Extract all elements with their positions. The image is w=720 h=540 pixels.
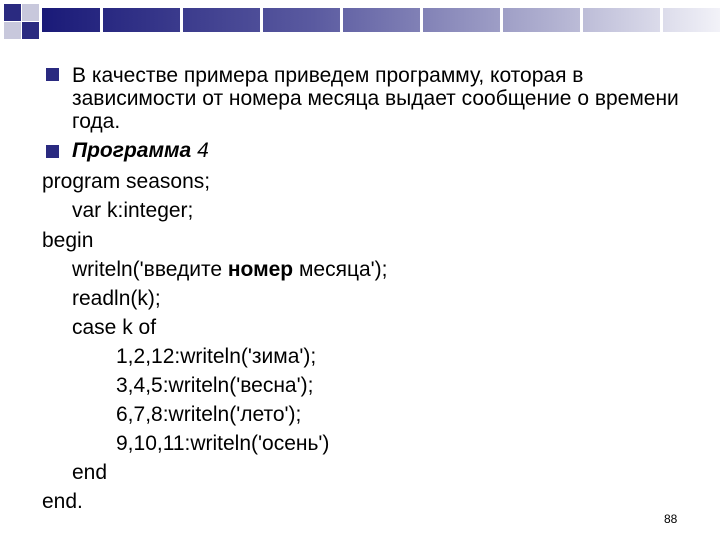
bar-gap <box>340 8 343 32</box>
code-line: 1,2,12:writeln('зима'); <box>116 345 317 368</box>
decor-square <box>4 4 21 21</box>
code-line: begin <box>42 229 94 252</box>
bar-gap <box>180 8 183 32</box>
bar-gap <box>580 8 583 32</box>
code-line: 3,4,5:writeln('весна'); <box>116 374 314 397</box>
code-fragment-bold: номер <box>227 258 294 281</box>
bullet-icon <box>46 145 59 158</box>
code-line <box>72 258 388 282</box>
decor-square <box>22 22 39 39</box>
bar-gap <box>660 8 663 32</box>
code-line: readln(k); <box>72 287 161 310</box>
bar-gap <box>260 8 263 32</box>
code-line: 6,7,8:writeln('лето'); <box>116 403 302 426</box>
code-line: 9,10,11:writeln('осень') <box>116 432 330 455</box>
code-line: program seasons; <box>42 170 211 193</box>
code-line: end. <box>42 490 83 513</box>
bar-gap <box>100 8 103 32</box>
intro-paragraph: В качестве примера приведем программу, которая в зависимости от номера месяца выдает сообщение о времени года. <box>72 64 679 133</box>
program-label: Программа <box>72 139 192 162</box>
decor-square <box>4 22 21 39</box>
program-heading <box>72 139 209 163</box>
program-number: 4 <box>197 139 209 162</box>
code-fragment: месяца'); <box>293 258 388 281</box>
code-line: case k of <box>72 316 157 339</box>
code-line: end <box>72 461 108 484</box>
bar-gap <box>420 8 423 32</box>
header-gradient-bar <box>42 8 720 32</box>
bar-gap <box>500 8 503 32</box>
code-fragment: writeln('введите <box>72 258 228 281</box>
bullet-icon <box>46 68 59 81</box>
decor-square <box>22 4 39 21</box>
code-line: var k:integer; <box>72 199 194 222</box>
page-number: 88 <box>664 512 678 526</box>
